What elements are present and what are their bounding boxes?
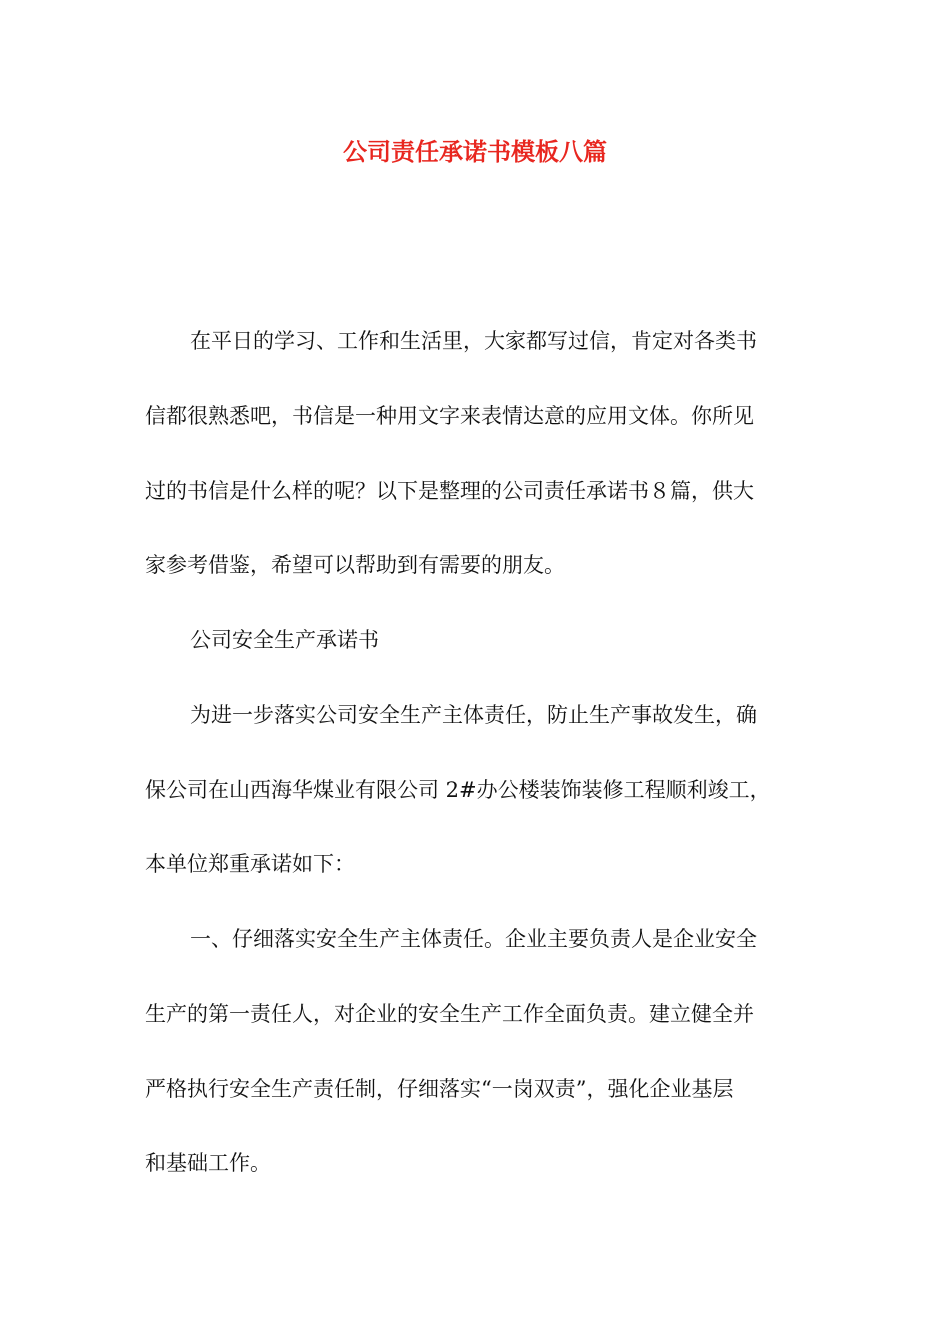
paragraph-line: 在平日的学习、工作和生活里，大家都写过信，肯定对各类书 [190,329,757,353]
paragraph-line: 和基础工作。 [145,1151,271,1175]
paragraph-line: 生产的第一责任人，对企业的安全生产工作全面负责。建立健全并 [145,1002,754,1026]
paragraph-line: 为进一步落实公司安全生产主体责任，防止生产事故发生，确 [190,703,757,727]
paragraph-line: 本单位郑重承诺如下： [145,852,355,876]
paragraph-line: 严格执行安全生产责任制，仔细落实“一岗双责”，强化企业基层 [145,1077,734,1101]
section-heading: 公司安全生产承诺书 [190,628,379,652]
paragraph-line: 过的书信是什么样的呢？以下是整理的公司责任承诺书８篇，供大 [145,479,754,503]
paragraph-line: 一、仔细落实安全生产主体责任。企业主要负责人是企业安全 [190,927,757,951]
document-title: 公司责任承诺书模板八篇 [343,137,607,166]
paragraph-line: 保公司在山西海华煤业有限公司 2#办公楼装饰装修工程顺利竣工， [145,778,771,802]
paragraph-line: 信都很熟悉吧，书信是一种用文字来表情达意的应用文体。你所见 [145,404,754,428]
paragraph-line: 家参考借鉴，希望可以帮助到有需要的朋友。 [145,553,565,577]
